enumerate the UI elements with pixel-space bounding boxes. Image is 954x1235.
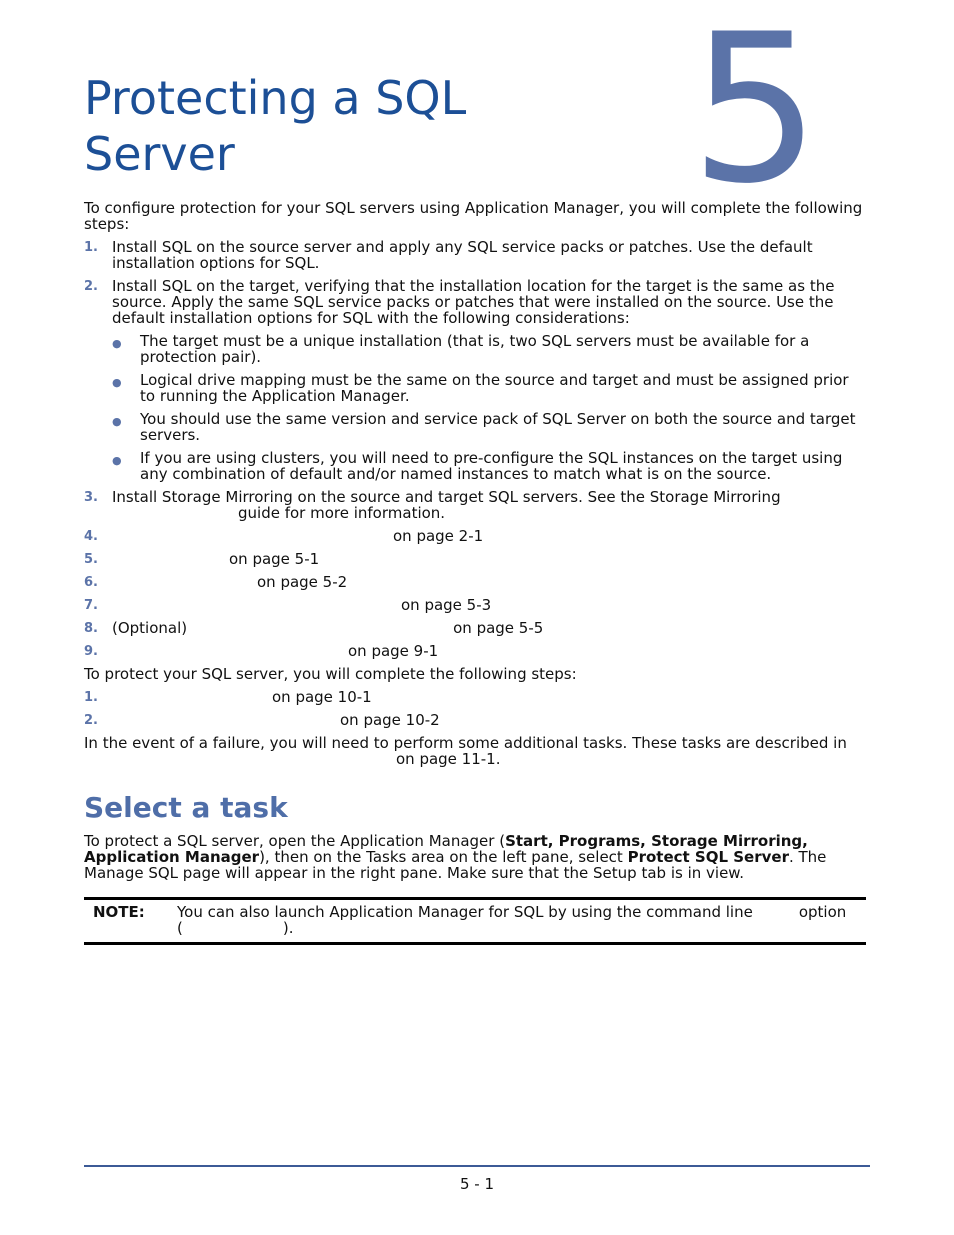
para-text: . The Manage SQL page will appear in the right pane. Make sure that the Setup tab is in view. — [84, 848, 827, 882]
note-text-part: ). — [282, 919, 294, 937]
page-ref-link[interactable]: on page 5-3 — [401, 596, 492, 614]
para-text: To protect a SQL server, open the Application Manager ( — [84, 832, 506, 850]
step-number: 6. — [84, 575, 98, 590]
protect-intro: To protect your SQL server, you will complete the following steps: — [84, 665, 577, 683]
consideration-item — [84, 411, 866, 443]
bullet-icon: ● — [112, 337, 122, 350]
step-text: Install SQL on the target, verifying that the installation location for the target is the same as the source. Apply the same SQL service packs or patches that were installed on the source. Use the default installation options for SQL with the following considerations: — [112, 277, 835, 327]
page-number: 5 - 1 — [459, 1175, 495, 1193]
select-task-paragraph — [84, 833, 866, 881]
note-text-part: You can also launch Application Manager for SQL by using the command line — [177, 903, 753, 921]
consideration-item — [84, 333, 866, 365]
failure-text: In the event of a failure, you will need to perform some additional tasks. These tasks are described in — [84, 734, 847, 752]
chapter-title — [84, 70, 466, 182]
ref-step — [84, 597, 866, 613]
step-number: 1. — [84, 690, 98, 705]
menu-path: Start, Programs, Storage Mirroring, Application Manager — [84, 832, 808, 866]
page-ref-link[interactable]: on page 5-5 — [453, 619, 544, 637]
note-text-part: option — [798, 903, 847, 921]
ref-step — [84, 620, 866, 636]
step-number: 2. — [84, 279, 98, 294]
consideration-text: The target must be a unique installation (that is, two SQL servers must be available for a protection pair). — [140, 332, 810, 366]
ref-step — [84, 528, 866, 544]
page-ref-link[interactable]: on page 11-1. — [396, 750, 501, 768]
step-number: 9. — [84, 644, 98, 659]
chapter-title-line2: Server — [84, 127, 235, 181]
note-text — [177, 904, 862, 936]
chapter-number: 5 — [690, 0, 821, 229]
config-step — [84, 489, 866, 521]
step-number: 3. — [84, 490, 98, 505]
config-step — [84, 239, 866, 271]
bullet-icon: ● — [112, 415, 122, 428]
protect-step — [84, 712, 866, 728]
bullet-icon: ● — [112, 376, 122, 389]
note-box — [84, 897, 866, 945]
page-ref-link[interactable]: on page 2-1 — [393, 527, 484, 545]
step-number: 8. — [84, 621, 98, 636]
page-ref-link[interactable]: on page 5-1 — [229, 550, 320, 568]
chapter-title-line1: Protecting a SQL — [84, 71, 467, 125]
task-name: Protect SQL Server — [627, 848, 789, 866]
consideration-text: If you are using clusters, you will need to pre-configure the SQL instances on the target using any combination of default and/or named instances to match what is on the source. — [140, 449, 843, 483]
step-number: 5. — [84, 552, 98, 567]
intro-paragraph: To configure protection for your SQL servers using Application Manager, you will complete the following steps: — [84, 199, 863, 233]
page-ref-link[interactable]: on page 9-1 — [348, 642, 439, 660]
consideration-text: You should use the same version and service pack of SQL Server on both the source and target servers. — [140, 410, 856, 444]
page-ref-link[interactable]: on page 10-2 — [340, 711, 440, 729]
config-step — [84, 278, 866, 326]
ref-step — [84, 643, 866, 659]
footer-rule — [84, 1165, 870, 1167]
failure-paragraph — [84, 735, 866, 767]
page-content — [84, 200, 866, 945]
step-number: 2. — [84, 713, 98, 728]
para-text: ), then on the Tasks area on the left pane, select — [259, 848, 628, 866]
step-text-cont: guide for more information. — [238, 504, 446, 522]
protect-step — [84, 689, 866, 705]
step-prefix: (Optional) — [112, 619, 188, 637]
ref-step — [84, 551, 866, 567]
note-text-part: ( — [177, 919, 183, 937]
step-text: Install Storage Mirroring on the source and target SQL servers. See the Storage Mirroring — [112, 488, 781, 506]
step-number: 7. — [84, 598, 98, 613]
step-text: Install SQL on the source server and apply any SQL service packs or patches. Use the default installation options for SQL. — [112, 238, 813, 272]
consideration-item — [84, 450, 866, 482]
page-ref-link[interactable]: on page 10-1 — [272, 688, 372, 706]
step-number: 1. — [84, 240, 98, 255]
consideration-item — [84, 372, 866, 404]
page-ref-link[interactable]: on page 5-2 — [257, 573, 348, 591]
ref-step — [84, 574, 866, 590]
section-heading: Select a task — [84, 791, 288, 824]
bullet-icon: ● — [112, 454, 122, 467]
note-label: NOTE: — [93, 903, 145, 921]
consideration-text: Logical drive mapping must be the same on the source and target and must be assigned prior to running the Application Manager. — [140, 371, 849, 405]
step-number: 4. — [84, 529, 98, 544]
